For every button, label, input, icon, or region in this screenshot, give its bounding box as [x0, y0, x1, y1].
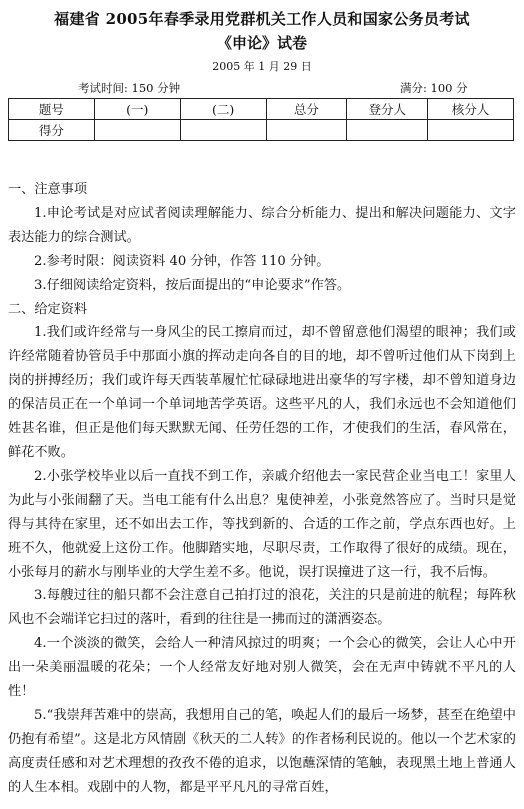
notes-item: 2.参考时限：阅读资料 40 分钟，作答 110 分钟。 — [34, 253, 330, 269]
score-cell — [94, 120, 180, 141]
score-cell — [428, 120, 514, 141]
exam-time: 考试时间: 150 分钟 — [78, 81, 181, 95]
material-paragraph: 3.每艘过往的船只都不会注意自己拍打过的浪花，关注的只是前进的航程；每阵秋风也不会端详它扫过的落叶，看到的往往是一拂而过的潇洒姿态。 — [8, 588, 516, 628]
score-cell — [180, 120, 266, 141]
exam-body — [8, 178, 516, 800]
exam-subtitle: 《申论》试卷 — [216, 34, 307, 52]
score-cell — [266, 120, 347, 141]
exam-date: 2005 年 1 月 29 日 — [212, 60, 312, 73]
notes-item: 3.仔细阅读给定资料，按后面提出的“申论要求”作答。 — [34, 277, 351, 293]
score-cell — [347, 120, 428, 141]
notes-item: 1.申论考试是对应试者阅读理解能力、综合分析能力、提出和解决问题能力、文字表达能力的综合测试。 — [8, 205, 516, 245]
score-header-cell: (一) — [94, 99, 180, 120]
full-score: 满分: 100 分 — [400, 81, 468, 95]
score-header-cell: 核分人 — [428, 99, 514, 120]
score-header-cell: 题号 — [9, 99, 95, 120]
score-table — [8, 98, 514, 141]
material-paragraph: 4.一个淡淡的微笑，会给人一种清风掠过的明爽；一个会心的微笑，会让人心中开出一朵美丽温暖的花朵；一个人经常友好地对别人微笑，会在无声中铸就不平凡的人性！ — [8, 636, 516, 700]
score-header-cell: 总分 — [266, 99, 347, 120]
score-header-cell: (二) — [180, 99, 266, 120]
section-heading-materials: 二、给定资料 — [8, 301, 88, 317]
material-paragraph: 2.小张学校毕业以后一直找不到工作，亲戚介绍他去一家民营企业当电工！家里人为此与小张闹翻了天。当电工能有什么出息？鬼使神差，小张竟然答应了。当时只是觉得与其待在家里，还不如出去工作，等找到新的、合适的工作之前，学点东西也好。上班不久，他就爱上这份工作。他脚踏实地，尽职尽责，工作取得了很好的成绩。现在，小张每月的薪水与刚毕业的大学生差不多。他说，误打误撞进了这一行，我不后悔。 — [8, 468, 516, 580]
score-row-label: 得分 — [9, 120, 95, 141]
section-heading-notes: 一、注意事项 — [8, 182, 88, 197]
material-paragraph: 1.我们或许经常与一身风尘的民工擦肩而过，却不曾留意他们渴望的眼神；我们或许经常随着协管员手中那面小旗的挥动走向各自的目的地，却不曾听过他们从下岗到上岗的拼搏经历；我们或许每天西装革履忙忙碌碌地进出豪华的写字楼，却不曾知道身边的保洁员正在一个单词一个单词地苦学英语。这些平凡的人，我们永远也不会知道他们姓甚名谁，但正是他们每天默默无闻、任劳任怨的工作，才使我们的生活，春风常在，鲜花不败。 — [8, 325, 516, 460]
material-paragraph: 5.“我崇拜苦难中的崇高，我想用自己的笔，唤起人们的最后一场梦，甚至在绝望中仍抱有希望”。这是北方风情剧《秋天的二人转》的作者杨利民说的。他以一个艺术家的高度责任感和对艺术理想的孜孜不倦的追求，以饱蘸深情的笔触，表现黑土地上普通人的人生本相。戏剧中的人物，都是平平凡凡的寻常百姓， — [8, 707, 516, 795]
score-table-header-row — [9, 99, 514, 120]
score-header-cell: 登分人 — [347, 99, 428, 120]
exam-title: 福建省 2005年春季录用党群机关工作人员和国家公务员考试 — [54, 10, 470, 28]
score-table-score-row — [9, 120, 514, 141]
